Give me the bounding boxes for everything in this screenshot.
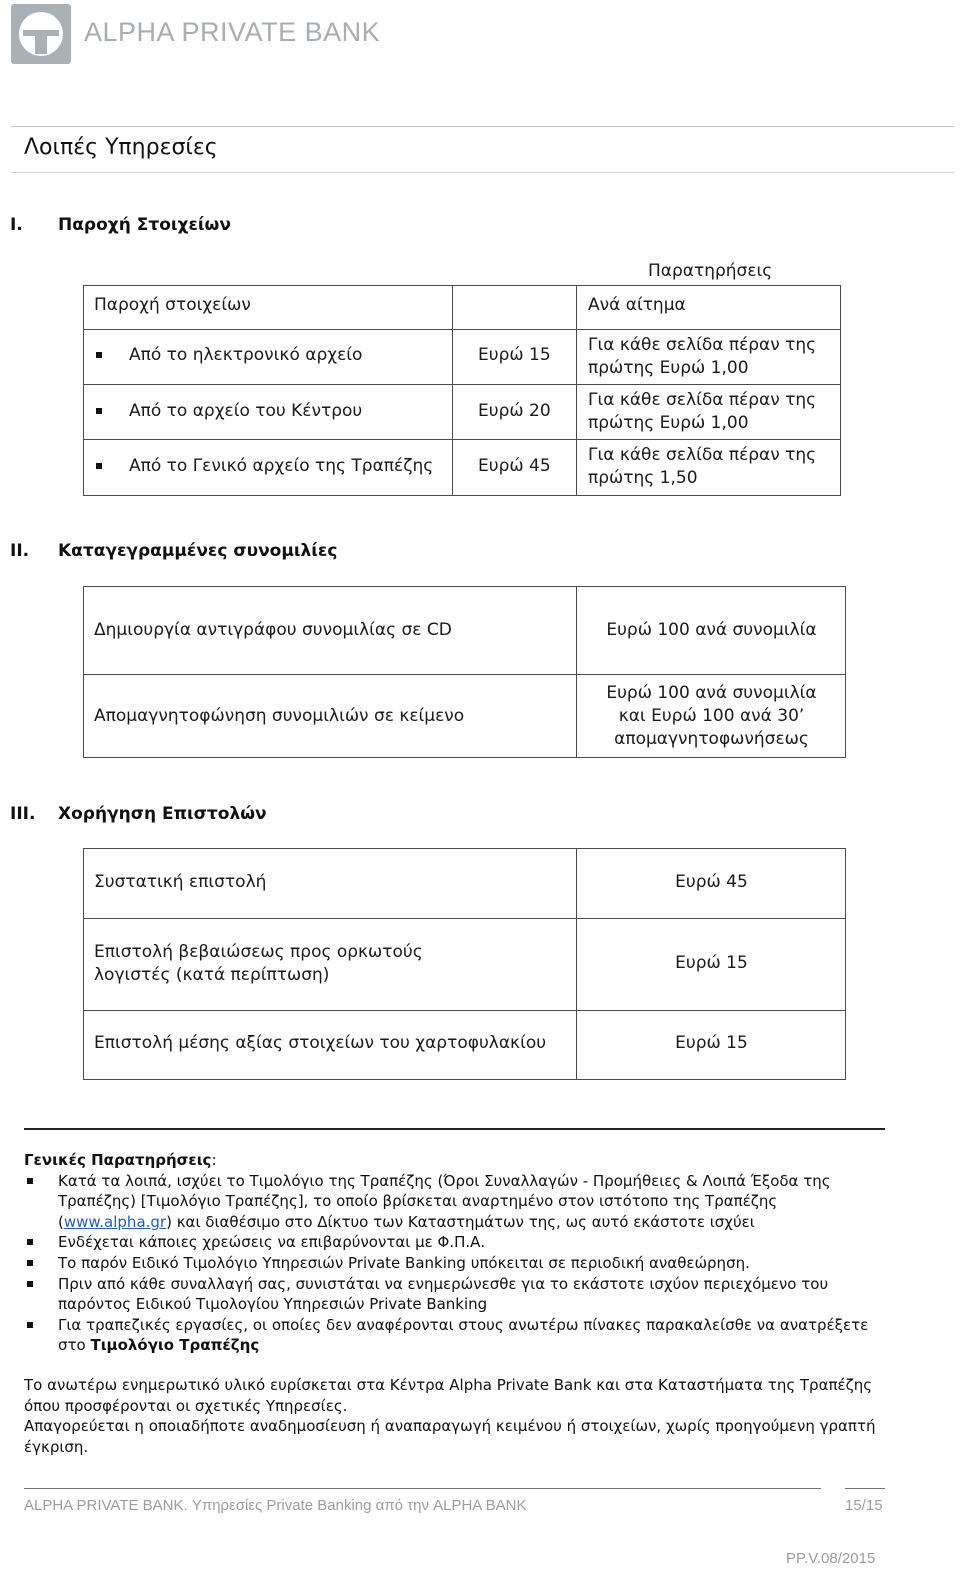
list-item xyxy=(24,1274,884,1315)
row-value: Ευρώ 15 xyxy=(675,1033,748,1053)
website-link[interactable]: www.alpha.gr xyxy=(63,1212,167,1231)
section-3-heading xyxy=(10,804,267,824)
notes-list xyxy=(24,1171,884,1356)
note-text: Ενδέχεται κάποιες χρεώσεις να επιβαρύνονται με Φ.Π.Α. xyxy=(58,1233,486,1252)
table-header-per-request: Ανά αίτημα xyxy=(588,295,686,315)
document-code: PP.V.08/2015 xyxy=(786,1550,876,1567)
bullet-icon xyxy=(27,1178,33,1184)
table-divider xyxy=(83,439,841,440)
section-number: I. xyxy=(10,215,23,235)
section-2-heading xyxy=(10,541,337,561)
row-label: Δημιουργία αντιγράφου συνομιλίας σε CD xyxy=(94,620,452,640)
notes-heading-colon: : xyxy=(211,1151,217,1169)
row-note xyxy=(588,389,816,435)
list-item xyxy=(24,1171,884,1233)
row-note-line: πρώτης Ευρώ 1,00 xyxy=(588,358,749,378)
section-number: III. xyxy=(10,804,36,824)
table-divider xyxy=(83,1010,846,1011)
row-label-line: Επιστολή βεβαιώσεως προς ορκωτούς xyxy=(94,942,423,962)
note-text: ) και διαθέσιμο στο Δίκτυο των Καταστημάτων της, ως αυτό εκάστοτε ισχύει xyxy=(166,1212,755,1231)
section-number: II. xyxy=(10,541,30,561)
row-note xyxy=(588,334,816,380)
table-divider xyxy=(83,384,841,385)
table-divider xyxy=(452,285,453,496)
table-divider xyxy=(83,329,841,330)
notes-divider xyxy=(24,1128,885,1130)
row-label: Από το Γενικό αρχείο της Τραπέζης xyxy=(129,456,434,476)
row-label-line: λογιστές (κατά περίπτωση) xyxy=(94,965,330,985)
row-value xyxy=(577,682,846,751)
list-item xyxy=(24,1253,884,1274)
notes-paragraph: Το ανωτέρω ενημερωτικό υλικό ευρίσκεται στα Κέντρα Alpha Private Bank και στα Καταστήματα της Τραπέζης όπου προσφέρονται οι σχετικές Υπηρεσίες. xyxy=(24,1375,873,1415)
row-price: Ευρώ 45 xyxy=(478,456,551,476)
bullet-icon xyxy=(27,1260,33,1266)
row-note xyxy=(588,444,816,490)
bullet-icon xyxy=(27,1239,33,1245)
row-note-line: πρώτης 1,50 xyxy=(588,468,698,488)
bullet-icon xyxy=(96,352,102,358)
row-label: Συστατική επιστολή xyxy=(94,872,267,892)
row-price: Ευρώ 15 xyxy=(478,345,551,365)
note-emphasis: Τιμολόγιο Τραπέζης xyxy=(90,1336,260,1355)
notes-heading-text: Γενικές Παρατηρήσεις xyxy=(24,1151,212,1169)
row-note-line: Για κάθε σελίδα πέραν της xyxy=(588,335,817,355)
alpha-bank-logo-icon xyxy=(11,4,71,64)
row-label: Από το αρχείο του Κέντρου xyxy=(129,401,363,421)
note-text: Το παρόν Ειδικό Τιμολόγιο Υπηρεσιών Private Banking υπόκειται σε περιοδική αναθεώρηση. xyxy=(58,1253,750,1272)
page-number: 15/15 xyxy=(845,1497,883,1514)
footer-divider xyxy=(24,1488,821,1489)
table-header-label: Παροχή στοιχείων xyxy=(94,295,251,315)
footer-divider xyxy=(845,1488,885,1489)
section-title: Χορήγηση Επιστολών xyxy=(58,804,267,824)
note-text: Για τραπεζικές εργασίες, οι οποίες δεν αναφέρονται στους ανωτέρω πίνακες παρακαλείσθε να ανατρέξετε στο xyxy=(58,1315,869,1355)
row-value: Ευρώ 100 ανά συνομιλία xyxy=(606,620,817,640)
footer-text: ALPHA PRIVATE BANK. Υπηρεσίες Private Banking από την ALPHA BANK xyxy=(24,1497,527,1514)
row-label xyxy=(94,941,423,987)
note-text: Κατά τα λοιπά, ισχύει το Τιμολόγιο της Τραπέζης (Όροι Συναλλαγών - Προμήθειες & Λοιπά Έξοδα της Τραπέζης) [Τιμολόγιο Τραπέζης], το οποίο βρίσκεται αναρτημένο στον ιστότοπο της Τραπέζης ( xyxy=(58,1171,831,1231)
row-value: Ευρώ 45 xyxy=(675,872,748,892)
section-title: Καταγεγραμμένες συνομιλίες xyxy=(58,541,338,561)
row-label: Απομαγνητοφώνηση συνομιλιών σε κείμενο xyxy=(94,706,465,726)
list-item xyxy=(24,1232,884,1253)
section-title: Παροχή Στοιχείων xyxy=(58,215,231,235)
row-label: Από το ηλεκτρονικό αρχείο xyxy=(129,345,363,365)
title-divider xyxy=(11,172,954,173)
row-value-line: και Ευρώ 100 ανά 30’ xyxy=(618,706,805,726)
row-note-line: Για κάθε σελίδα πέραν της xyxy=(588,445,817,465)
notes-heading xyxy=(24,1150,884,1171)
list-item xyxy=(24,1315,884,1356)
general-remarks xyxy=(24,1150,884,1457)
notes-paragraph: Απαγορεύεται η οποιαδήποτε αναδημοσίευση ή αναπαραγωγή κειμένου ή στοιχείων, χωρίς προηγούμενη γραπτή έγκριση. xyxy=(24,1417,876,1456)
row-value-line: απομαγνητοφωνήσεως xyxy=(614,729,809,749)
row-value: Ευρώ 15 xyxy=(675,953,748,973)
bullet-icon xyxy=(27,1322,33,1328)
row-label: Επιστολή μέσης αξίας στοιχείων του χαρτοφυλακίου xyxy=(94,1033,547,1053)
table-divider xyxy=(83,674,846,675)
remarks-header: Παρατηρήσεις xyxy=(648,261,773,281)
page-title: Λοιπές Υπηρεσίες xyxy=(24,135,218,160)
header-divider xyxy=(11,126,954,127)
row-note-line: Για κάθε σελίδα πέραν της xyxy=(588,390,817,410)
table-divider xyxy=(83,918,846,919)
bullet-icon xyxy=(96,463,102,469)
bullet-icon xyxy=(96,408,102,414)
brand-name: ALPHA PRIVATE BANK xyxy=(84,17,381,47)
row-price: Ευρώ 20 xyxy=(478,401,551,421)
table-divider xyxy=(576,285,577,496)
row-value-line: Ευρώ 100 ανά συνομιλία xyxy=(606,683,817,703)
section-1-heading xyxy=(10,215,231,235)
bullet-icon xyxy=(27,1281,33,1287)
row-note-line: πρώτης Ευρώ 1,00 xyxy=(588,413,749,433)
note-text: Πριν από κάθε συναλλαγή σας, συνιστάται να ενημερώνεσθε για το εκάστοτε ισχύον περιεχόμενο του παρόντος Ειδικού Τιμολογίου Υπηρεσιών Private Banking xyxy=(58,1274,829,1314)
